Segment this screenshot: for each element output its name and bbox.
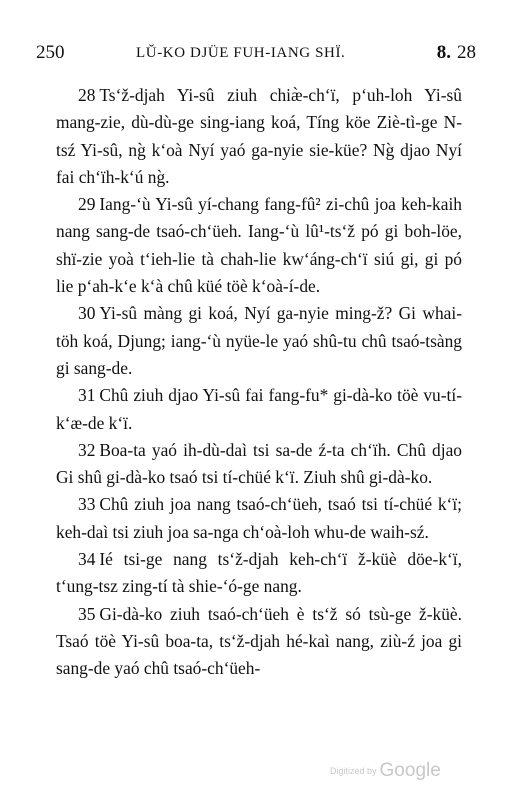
verse-34 [56,546,462,601]
verse-35 [56,601,462,683]
verse-32 [56,437,462,492]
verse-number: 28 [78,85,96,105]
verse-30 [56,300,462,382]
verse-31 [56,382,462,437]
verse-text: Ié tsi-ge nang ts‘ž-djah keh-ch‘ï ž-küè döe-k‘ï, t‘ung-tsz zing-tí tà shie-‘ó-ge nang. [56,549,462,597]
digitized-by-google-watermark [330,760,441,782]
verse-text: Gi-dà-ko ziuh tsaó-ch‘üeh è ts‘ž só tsù-ge ž-küè. Tsaó töè Yi-sû boa-ta, ts‘ž-djah hé-kaì nang, ziù-ź joa gi sang-de yaó chû tsaó-ch‘üeh- [56,603,462,679]
verse-text: Chû ziuh djao Yi-sû fai fang-fu* gi-dà-ko töè vu-tí-k‘æ-de k‘ï. [56,385,462,433]
verse-number: 33 [78,494,96,515]
google-logo: Google [379,760,441,781]
verse-33 [56,491,462,546]
verse-29 [56,191,462,300]
watermark-prefix: Digitized by [330,766,377,776]
verse-number: 29 [78,194,96,215]
verse-reference: 28 [457,42,476,63]
verse-number: 35 [78,603,96,624]
verse-text: Iang-‘ù Yi-sû yí-chang fang-fû² zi-chû joa keh-kaih nang sang-de tsaó-ch‘üeh. Iang-‘ù lû¹-ts‘ž pó gi boh-löe, shï-zie yoà t‘ieh-lie tà chah-lie kw‘áng-ch‘ï siú gi, gi pó lie p‘ah-k‘e k‘à chû küé töè k‘oà-í-de. [56,194,462,297]
verse-text: Boa-ta yaó ih-dù-daì tsi sa-de ź-ta ch‘ïh. Chû djao Gi shû gi-dà-ko tsaó tsi tí-chüé k‘ï. Ziuh shû gi-dà-ko. [56,439,462,488]
verse-number: 31 [78,385,96,406]
verse-text: Chû ziuh joa nang tsaó-ch‘üeh, tsaó tsi tí-chüé k‘ï; keh-daì tsi ziuh joa sa-nga ch‘oà-loh whu-de waih-sź. [56,494,462,542]
verse-text: Yi-sû màng gi koá, Nyí ga-nyie ming-ž? Gi whai-töh koá, Djung; iang-‘ù nyüe-le yaó shû-tu chû tsaó-tsàng gi sang-de. [56,303,462,378]
page-header [36,42,476,66]
page-body [56,82,462,683]
verse-text: Ts‘ž-djah Yi-sû ziuh chiæ̀-ch‘ï, p‘uh-loh Yi-sû mang-zie, dù-dù-ge sing-iang koá, Tíng köe Ziè-tì-ge N-tsź Yi-sû, ng̀ k‘oà Nyí yaó ga-nyie sie-küe? Ng̀ djao Nyí fai ch‘ïh-k‘ú ng̀. [56,85,462,187]
running-title: LŬ-KO DJÜE FUH-IANG SHÏ. [136,45,346,61]
verse-number: 30 [78,303,96,324]
verse-number: 34 [78,549,96,570]
verse-number: 32 [78,439,96,460]
chapter-reference [437,42,476,64]
chapter-number: 8. [436,42,451,63]
verse-28 [56,82,462,191]
page-number: 250 [36,42,65,63]
